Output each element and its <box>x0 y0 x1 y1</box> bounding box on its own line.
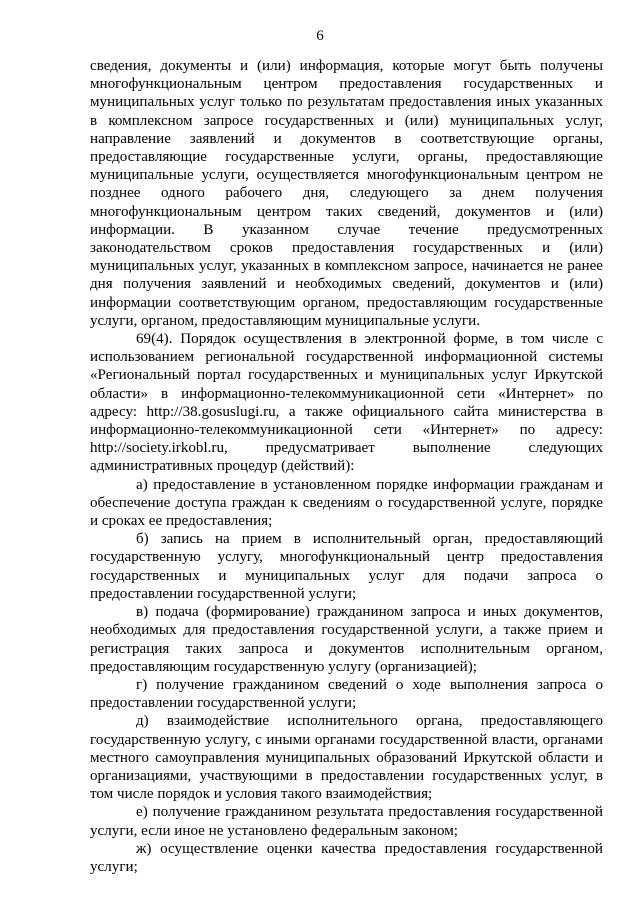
document-body <box>90 57 603 876</box>
paragraph-item-a: а) предоставление в установленном порядке информации гражданам и обеспечение доступа граждан к сведениям о государственной услуге, порядке и сроках ее предоставления; <box>90 476 603 530</box>
paragraph-item-g: г) получение гражданином сведений о ходе выполнения запроса о предоставлении государственной услуги; <box>90 676 603 712</box>
paragraph-item-v: в) подача (формирование) гражданином запроса и иных документов, необходимых для предоставления государственной услуги, а также прием и регистрация таких запроса и документов исполнительным органом, предоставляющим государственную услугу (организацией); <box>90 604 603 675</box>
paragraph-continuation: сведения, документы и (или) информация, которые могут быть получены многофункциональным центром предоставления государственных и муниципальных услуг только по результатам предоставления иных указанных в комплексном запросе государственных и (или) муниципальных услуг, направление заявлений и документов в соответствующие органы, предоставляющие государственные услуги, органы, предоставляющие муниципальные услуги, осуществляется многофункциональным центром не позднее одного рабочего дня, следующего за днем получения многофункциональным центром таких сведений, документов и (или) информации. В указанном случае течение предусмотренных законодательством сроков предоставления государственных и (или) муниципальных услуг, указанных в комплексном запросе, начинается не ранее дня получения заявлений и необходимых сведений, документов и (или) информации соответствующим органом, предоставляющим государственные услуги, органом, предоставляющим муниципальные услуги. <box>90 58 603 329</box>
paragraph-item-d: д) взаимодействие исполнительного органа, предоставляющего государственную услугу, с иными органами государственной власти, органами местного самоуправления муниципальных образований Иркутской области и организациями, участвующими в предоставлении государственных услуг, в том числе порядок и условия такого взаимодействия; <box>90 713 603 803</box>
paragraph-item-b: б) запись на прием в исполнительный орган, предоставляющий государственную услугу, многофункциональный центр предоставления государственных и муниципальных услуг для подачи запроса о предоставлении государственной услуги; <box>90 531 603 602</box>
paragraph-item-zh: ж) осуществление оценки качества предоставления государственной услуги; <box>90 840 603 875</box>
paragraph-item-e: е) получение гражданином результата предоставления государственной услуги, если иное не установлено федеральным законом; <box>90 804 603 839</box>
paragraph-69-4: 69(4). Порядок осуществления в электронной форме, в том числе с использованием региональной государственной информационной системы «Региональный портал государственных и муниципальных услуг Иркутской области» в информационно-телекоммуникационной сети «Интернет» по адресу: http://38.gosuslugi.ru, а также официального сайта министерства в информационно-телекоммуникационной сети «Интернет» по адресу: http://society.irkobl.ru, предусматривает выполнение следующих административных процедур (действий): <box>90 331 603 475</box>
page-number: 6 <box>316 28 324 44</box>
